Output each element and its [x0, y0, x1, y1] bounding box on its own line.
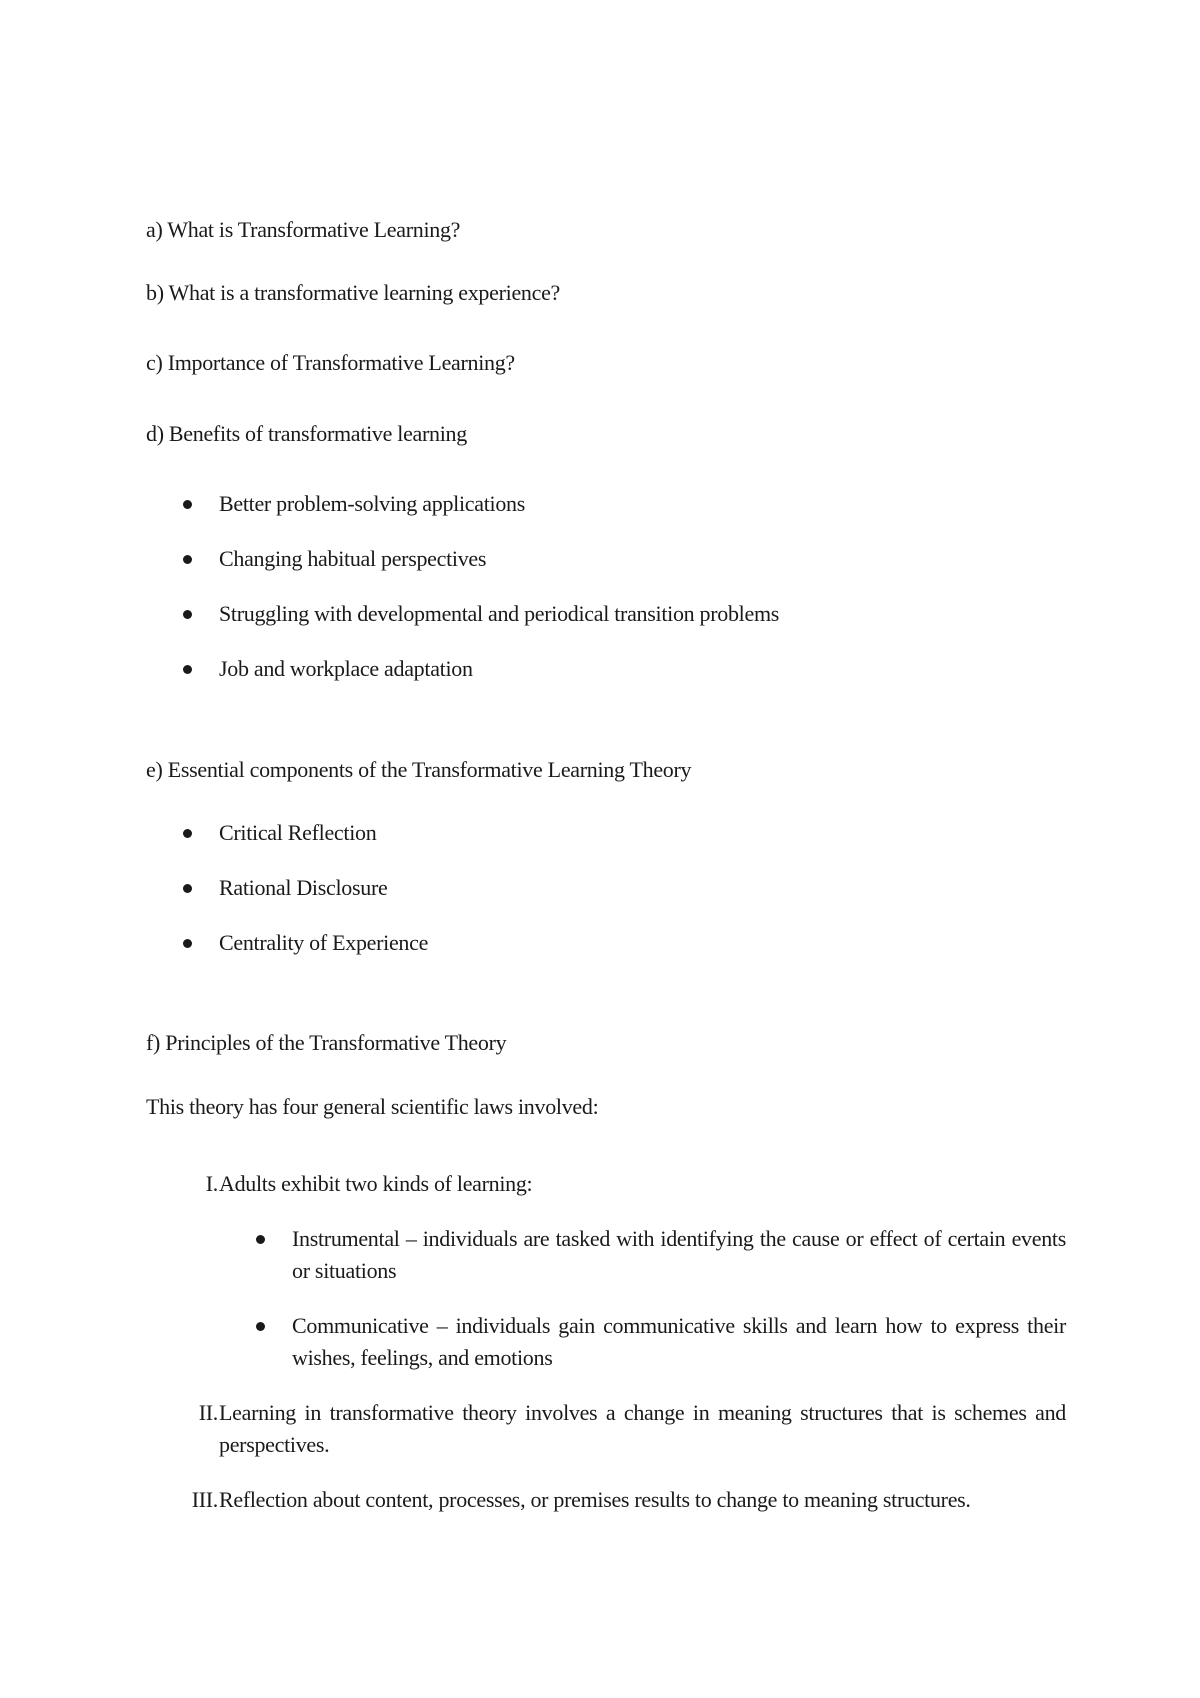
benefit-text: Changing habitual perspectives: [219, 546, 487, 571]
law-text: Adults exhibit two kinds of learning:: [219, 1171, 533, 1196]
law-text: Learning in transformative theory involves a change in meaning structures that is schemes and perspectives.: [219, 1400, 1066, 1457]
question-b: b) What is a transformative learning experience?: [146, 280, 560, 305]
question-c: c) Importance of Transformative Learning?: [146, 350, 515, 375]
component-text: Rational Disclosure: [219, 875, 388, 900]
component-text: Critical Reflection: [219, 820, 377, 845]
bullet-icon: [183, 939, 192, 948]
principles-heading: f) Principles of the Transformative Theory: [146, 1030, 507, 1055]
bullet-icon: [256, 1322, 265, 1331]
bullet-icon: [183, 610, 192, 619]
bullet-icon: [183, 884, 192, 893]
benefit-text: Job and workplace adaptation: [219, 656, 473, 681]
question-a: a) What is Transformative Learning?: [146, 217, 461, 242]
learning-kind-text: Communicative – individuals gain communicative skills and learn how to express their wishes, feelings, and emotions: [292, 1313, 1066, 1370]
law-numeral: I.: [205, 1171, 218, 1196]
principles-intro: This theory has four general scientific laws involved:: [146, 1094, 599, 1119]
benefit-text: Struggling with developmental and periodical transition problems: [219, 601, 780, 626]
bullet-icon: [183, 500, 192, 509]
question-d: d) Benefits of transformative learning: [146, 421, 467, 446]
law-numeral: III.: [191, 1487, 218, 1512]
bullet-icon: [183, 555, 192, 564]
benefit-text: Better problem-solving applications: [219, 491, 525, 516]
learning-kind-text: Instrumental – individuals are tasked with identifying the cause or effect of certain events or situations: [292, 1226, 1066, 1283]
bullet-icon: [183, 829, 192, 838]
components-heading: e) Essential components of the Transformative Learning Theory: [146, 757, 692, 782]
law-text: Reflection about content, processes, or premises results to change to meaning structures.: [219, 1487, 971, 1512]
bullet-icon: [256, 1235, 265, 1244]
component-text: Centrality of Experience: [219, 930, 429, 955]
bullet-icon: [183, 665, 192, 674]
law-numeral: II.: [198, 1400, 218, 1425]
